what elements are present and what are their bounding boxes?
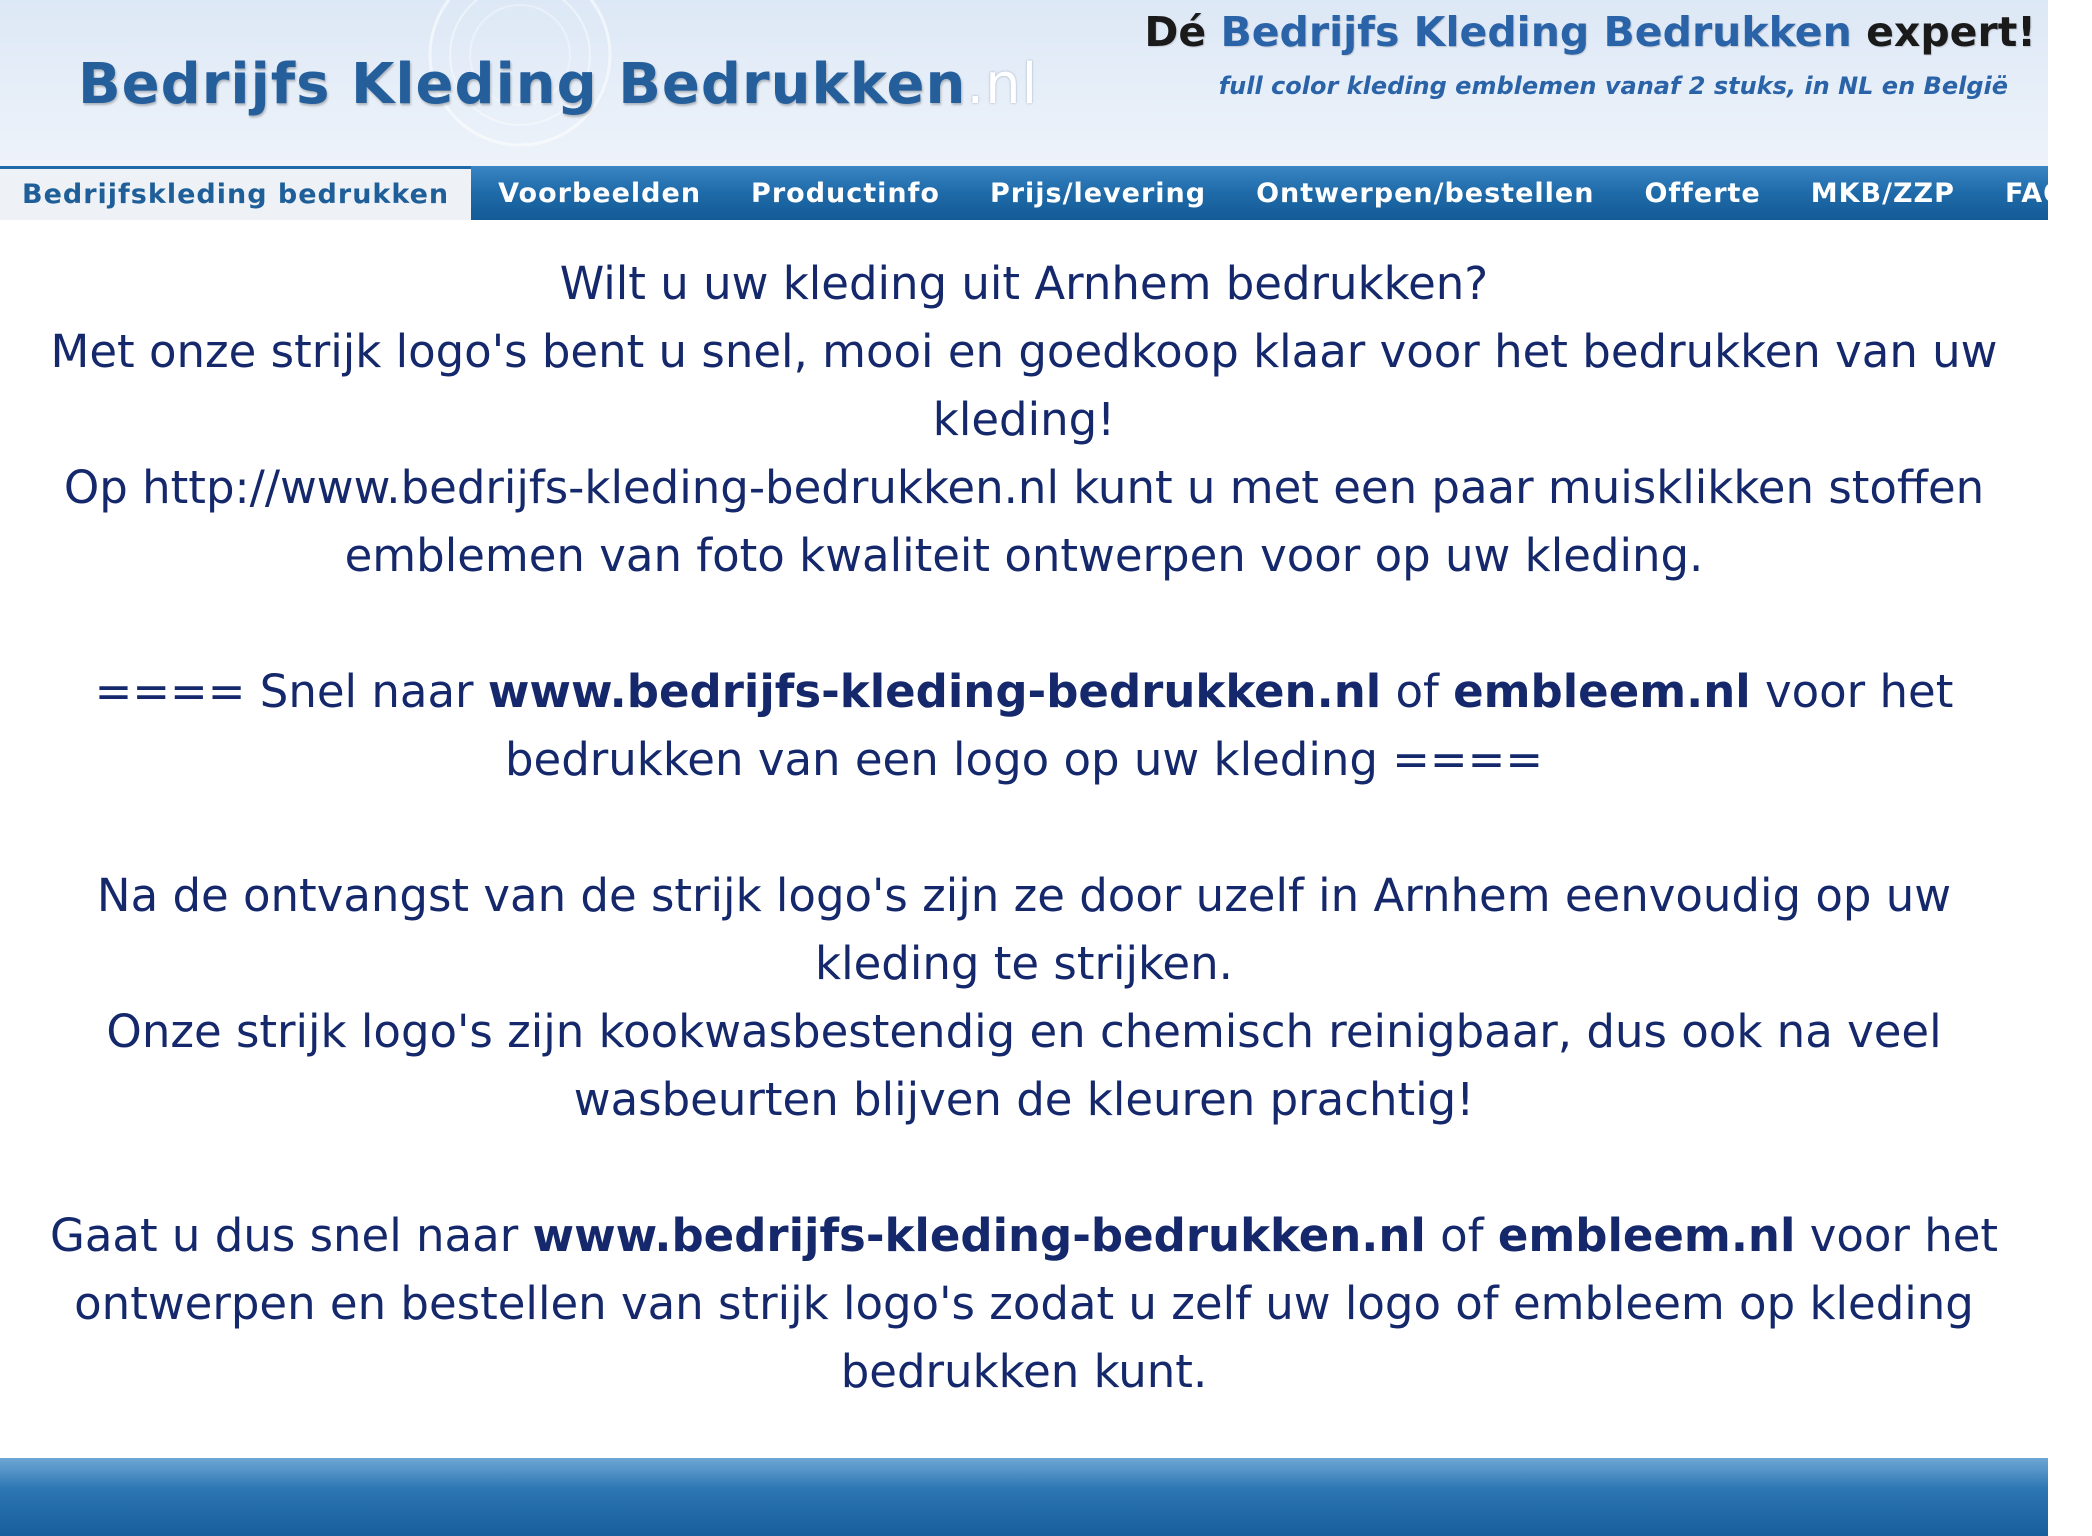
link-embleem[interactable]: embleem.nl (1453, 665, 1751, 718)
header-subtagline: full color kleding emblemen vanaf 2 stuks, in NL en België (1218, 72, 2008, 100)
nav-item-ontwerpen-bestellen[interactable]: Ontwerpen/bestellen (1256, 177, 1595, 209)
quick-link-prefix: ==== Snel naar (94, 665, 488, 718)
footer-bar (0, 1458, 2048, 1536)
paragraph-call-to-action (40, 1202, 2008, 1406)
header (0, 0, 2048, 166)
paragraph-intro-question: Wilt u uw kleding uit Arnhem bedrukken? (559, 257, 1489, 310)
cta-suffix: voor het ontwerpen en bestellen van strijk logo's zodat u zelf uw logo of embleem op kleding bedrukken kunt. (74, 1209, 1999, 1398)
nav-item-voorbeelden[interactable]: Voorbeelden (498, 177, 702, 209)
header-tagline (1144, 8, 2036, 56)
nav-item-prijs-levering[interactable]: Prijs/levering (989, 177, 1207, 209)
cta-prefix: Gaat u dus snel naar (49, 1209, 533, 1262)
nav-item-productinfo[interactable]: Productinfo (751, 177, 940, 209)
logo-tld-text: .nl (966, 52, 1039, 117)
spacer (40, 794, 2008, 862)
main-content (40, 250, 2008, 1406)
quick-link-mid: of (1381, 665, 1454, 718)
quick-link-suffix: voor het bedrukken van een logo op uw kleding ==== (504, 665, 1954, 786)
link-bedrijfs-kleding-bedrukken[interactable]: www.bedrijfs-kleding-bedrukken.nl (487, 665, 1382, 718)
cta-link-embleem[interactable]: embleem.nl (1497, 1209, 1796, 1262)
paragraph-washing: Onze strijk logo's zijn kookwasbestendig en chemisch reinigbaar, dus ook na veel wasbeurten blijven de kleuren prachtig! (106, 1005, 1942, 1126)
tagline-suffix: expert! (1866, 8, 2036, 56)
nav-item-bedrijfskleding-bedrukken[interactable]: Bedrijfskleding bedrukken (0, 166, 471, 220)
tagline-prefix: Dé (1144, 8, 1207, 56)
paragraph-intro-benefit: Met onze strijk logo's bent u snel, mooi en goedkoop klaar voor het bedrukken van uw kleding! (50, 325, 1998, 446)
paragraph-design-online: Op http://www.bedrijfs-kleding-bedrukken.nl kunt u met een paar muisklikken stoffen emblemen van foto kwaliteit ontwerpen voor op uw kleding. (63, 461, 1985, 582)
logo-main-text: Bedrijfs Kleding Bedrukken (78, 52, 967, 117)
spacer (40, 1134, 2008, 1202)
cta-link-bedrijfs-kleding-bedrukken[interactable]: www.bedrijfs-kleding-bedrukken.nl (532, 1209, 1426, 1262)
nav-item-faq[interactable]: FAQ (2004, 177, 2068, 209)
spacer (40, 590, 2008, 658)
cta-mid: of (1425, 1209, 1498, 1262)
site-logo[interactable] (78, 52, 1038, 117)
nav-item-mkb-zzp[interactable]: MKB/ZZP (1810, 177, 1955, 209)
tagline-highlight: Bedrijfs Kleding Bedrukken (1220, 8, 1852, 56)
paragraph-ironing: Na de ontvangst van de strijk logo's zijn ze door uzelf in Arnhem eenvoudig op uw kleding te strijken. (96, 869, 1952, 990)
paragraph-quick-link (40, 658, 2008, 794)
main-nav (0, 166, 2068, 220)
nav-item-offerte[interactable]: Offerte (1644, 177, 1761, 209)
